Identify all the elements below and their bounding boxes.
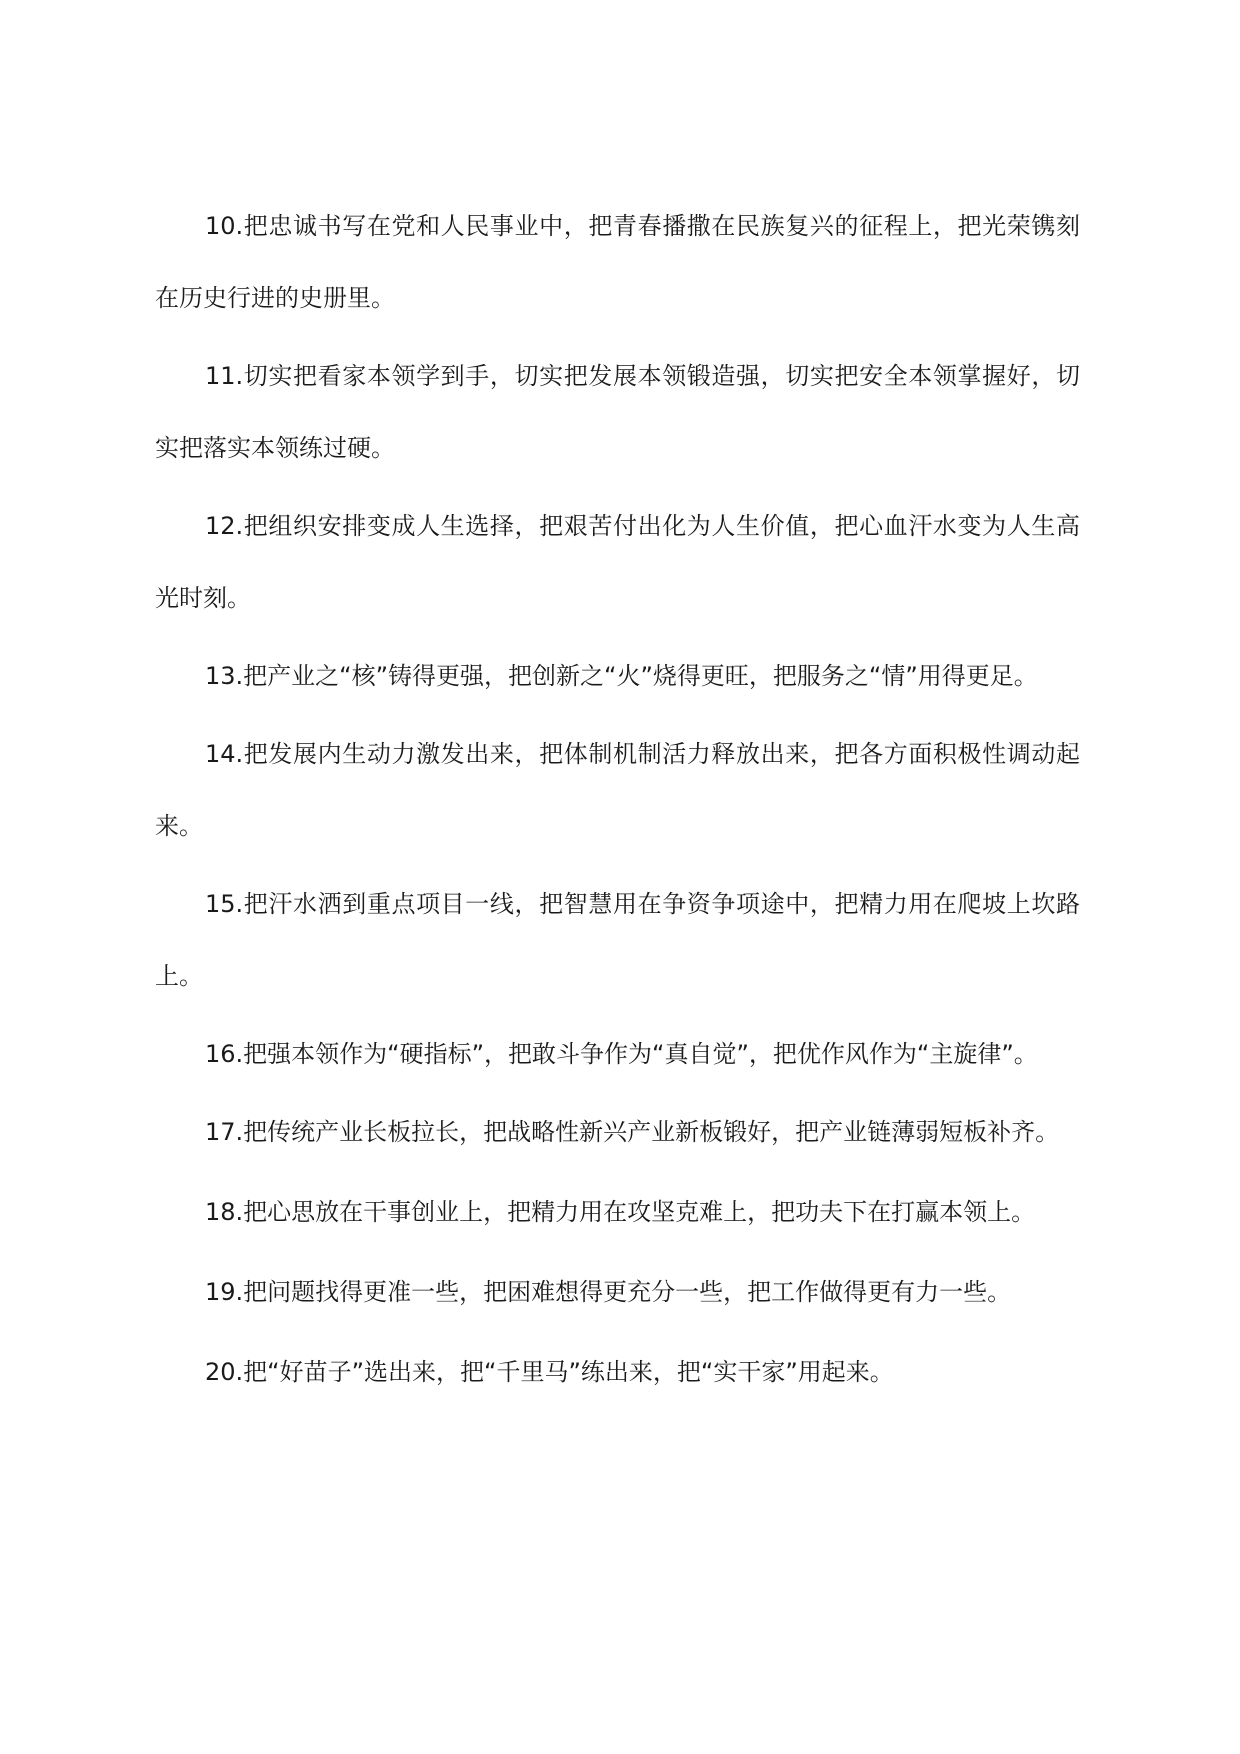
paragraph-17: 17.把传统产业长板拉长，把战略性新兴产业新板锻好，把产业链薄弱短板补齐。 (205, 1118, 1060, 1146)
paragraph-15: 15.把汗水洒到重点项目一线，把智慧用在争资争项途中，把精力用在爬坡上坎路上。 (155, 890, 1080, 990)
paragraph-11: 11.切实把看家本领学到手，切实把发展本领锻造强，切实把安全本领掌握好，切实把落实本领练过硬。 (155, 362, 1080, 462)
paragraph-12: 12.把组织安排变成人生选择，把艰苦付出化为人生价值，把心血汗水变为人生高光时刻。 (155, 512, 1080, 612)
paragraph-20: 20.把“好苗子”选出来，把“千里马”练出来，把“实干家”用起来。 (205, 1358, 894, 1386)
paragraph-18: 18.把心思放在干事创业上，把精力用在攻坚克难上，把功夫下在打赢本领上。 (205, 1198, 1036, 1226)
paragraph-19: 19.把问题找得更准一些，把困难想得更充分一些，把工作做得更有力一些。 (205, 1278, 1012, 1306)
paragraph-13: 13.把产业之“核”铸得更强，把创新之“火”烧得更旺，把服务之“情”用得更足。 (205, 662, 1038, 690)
document-body (155, 190, 1080, 1416)
paragraph-10: 10.把忠诚书写在党和人民事业中，把青春播撒在民族复兴的征程上，把光荣镌刻在历史行进的史册里。 (155, 212, 1080, 312)
paragraph-16: 16.把强本领作为“硬指标”，把敢斗争作为“真自觉”，把优作风作为“主旋律”。 (205, 1040, 1038, 1068)
paragraph-14: 14.把发展内生动力激发出来，把体制机制活力释放出来，把各方面积极性调动起来。 (155, 740, 1080, 840)
